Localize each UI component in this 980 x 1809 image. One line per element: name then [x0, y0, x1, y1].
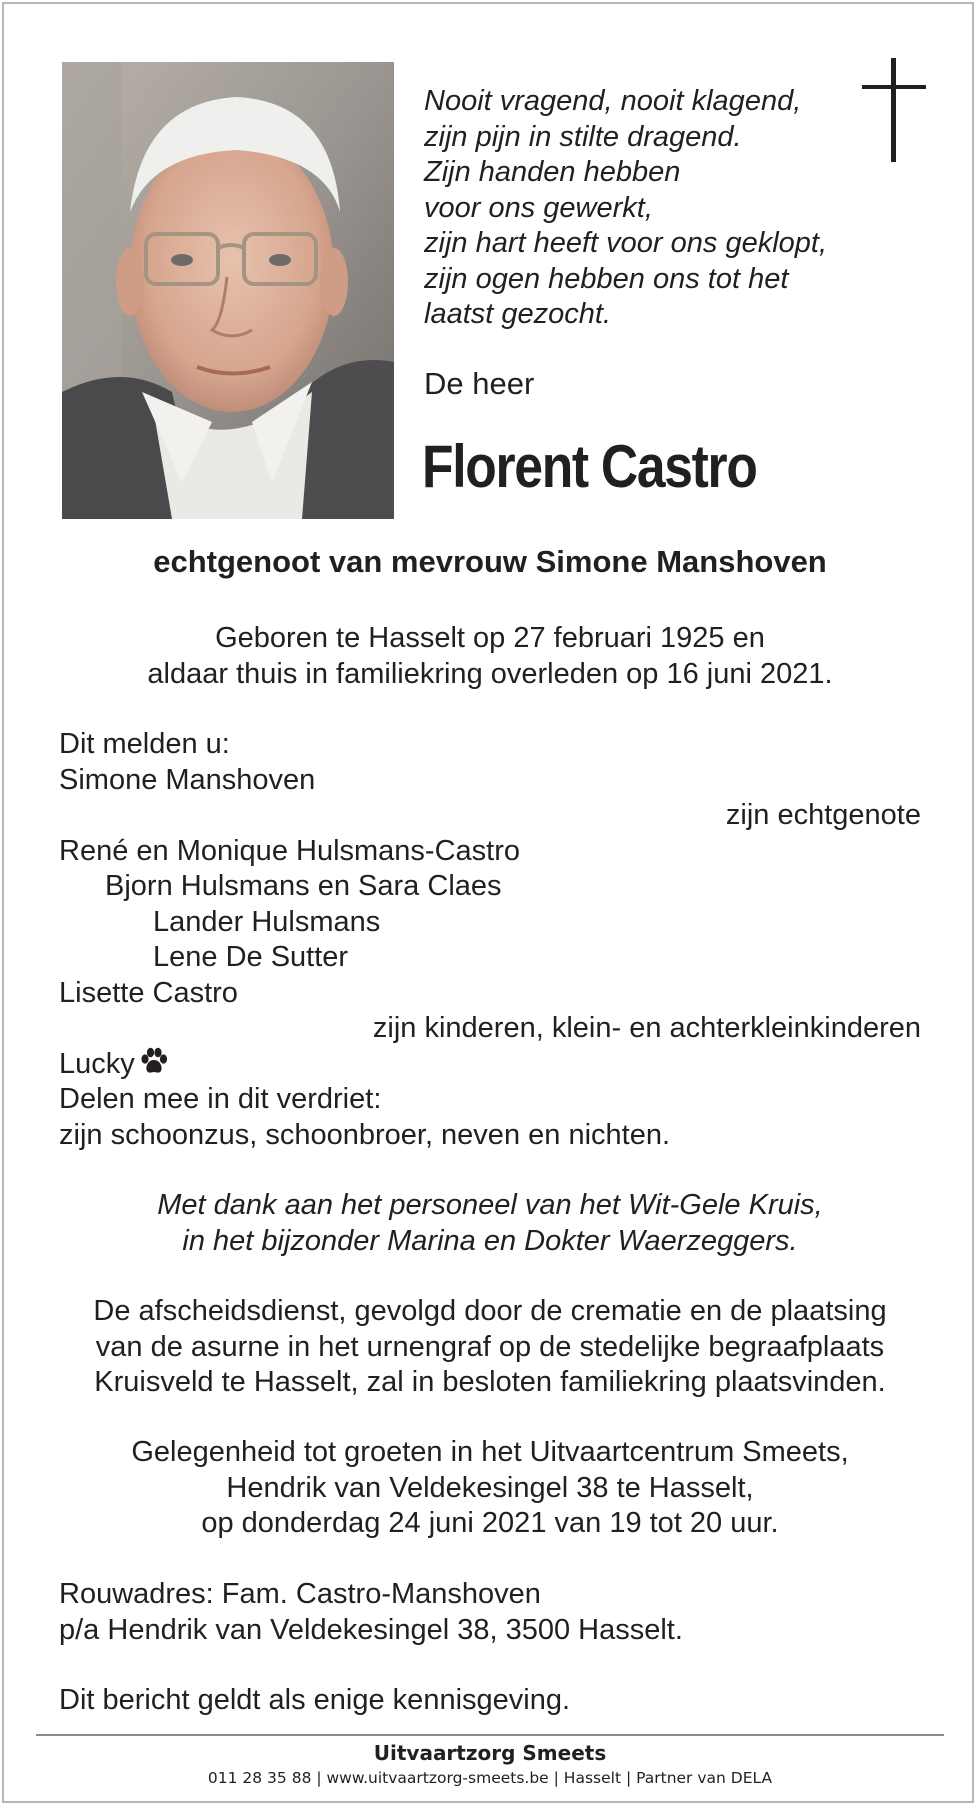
- spouse-role: zijn echtgenote: [725, 799, 921, 831]
- birth-death-info: [0, 621, 980, 692]
- thanks-line: Met dank aan het personeel van het Wit-Gele Kruis,: [157, 1189, 823, 1221]
- poem-line: zijn hart heeft voor ons geklopt,: [424, 227, 828, 259]
- salutation: De heer: [424, 366, 535, 401]
- birth-line: Geboren te Hasselt op 27 februari 1925 en: [215, 622, 765, 654]
- address-line: p/a Hendrik van Veldekesingel 38, 3500 Hasselt.: [59, 1613, 683, 1646]
- visitation-line: op donderdag 24 juni 2021 van 19 tot 20 uur.: [201, 1507, 779, 1539]
- service-line: van de asurne in het urnengraf op de stedelijke begraafplaats: [95, 1330, 885, 1363]
- cross-icon: [862, 58, 926, 162]
- great-grandchild-name: Lander Hulsmans: [153, 905, 381, 938]
- spouse-name: Simone Manshoven: [59, 763, 316, 796]
- spouse-line: echtgenoot van mevrouw Simone Manshoven: [153, 544, 827, 579]
- share-intro: Delen mee in dit verdriet:: [59, 1083, 382, 1115]
- footer-divider: [36, 1734, 944, 1736]
- relatives: zijn schoonzus, schoonbroer, neven en nichten.: [59, 1118, 671, 1151]
- poem-line: laatst gezocht.: [424, 298, 611, 330]
- thanks-line: in het bijzonder Marina en Dokter Waerzeggers.: [182, 1224, 798, 1257]
- family-list: [59, 727, 921, 1153]
- service-info: [0, 1294, 980, 1401]
- grandchild-name: Bjorn Hulsmans en Sara Claes: [105, 870, 502, 902]
- mourning-address: [59, 1577, 921, 1648]
- death-line: aldaar thuis in familiekring overleden op 16 juni 2021.: [147, 657, 833, 690]
- child-name: René en Monique Hulsmans-Castro: [59, 834, 520, 867]
- pet-name: Lucky: [59, 1047, 135, 1080]
- poem-line: Nooit vragend, nooit klagend,: [424, 85, 802, 117]
- poem-line: voor ons gewerkt,: [424, 191, 653, 224]
- poem-line: zijn pijn in stilte dragend.: [424, 120, 742, 153]
- service-line: De afscheidsdienst, gevolgd door de crematie en de plaatsing: [93, 1295, 887, 1327]
- service-line: Kruisveld te Hasselt, zal in besloten familiekring plaatsvinden.: [94, 1366, 886, 1398]
- great-grandchild-name: Lene De Sutter: [153, 941, 349, 973]
- portrait-photo: [62, 62, 394, 519]
- child-name: Lisette Castro: [59, 976, 238, 1009]
- poem-line: zijn ogen hebben ons tot het: [424, 262, 789, 295]
- visitation-line: Hendrik van Veldekesingel 38 te Hasselt,: [226, 1471, 754, 1504]
- thanks-note: [0, 1188, 980, 1259]
- pet-line: [59, 1047, 921, 1083]
- footer-company: Uitvaartzorg Smeets: [373, 1741, 607, 1765]
- family-intro: Dit melden u:: [59, 728, 230, 760]
- paw-icon: [139, 1047, 169, 1075]
- address-line: Rouwadres: Fam. Castro-Manshoven: [59, 1578, 541, 1610]
- deceased-name: Florent Castro: [422, 433, 757, 500]
- children-role: zijn kinderen, klein- en achterkleinkinderen: [372, 1012, 921, 1044]
- visitation-line: Gelegenheid tot groeten in het Uitvaartcentrum Smeets,: [131, 1436, 849, 1468]
- footer-contact-info: 011 28 35 88 | www.uitvaartzorg-smeets.be | Hasselt | Partner van DELA: [207, 1769, 773, 1787]
- poem: [424, 84, 854, 333]
- visitation-info: [0, 1435, 980, 1542]
- notice: [59, 1683, 921, 1719]
- notice-text: Dit bericht geldt als enige kennisgeving.: [59, 1684, 571, 1716]
- poem-line: Zijn handen hebben: [424, 156, 681, 188]
